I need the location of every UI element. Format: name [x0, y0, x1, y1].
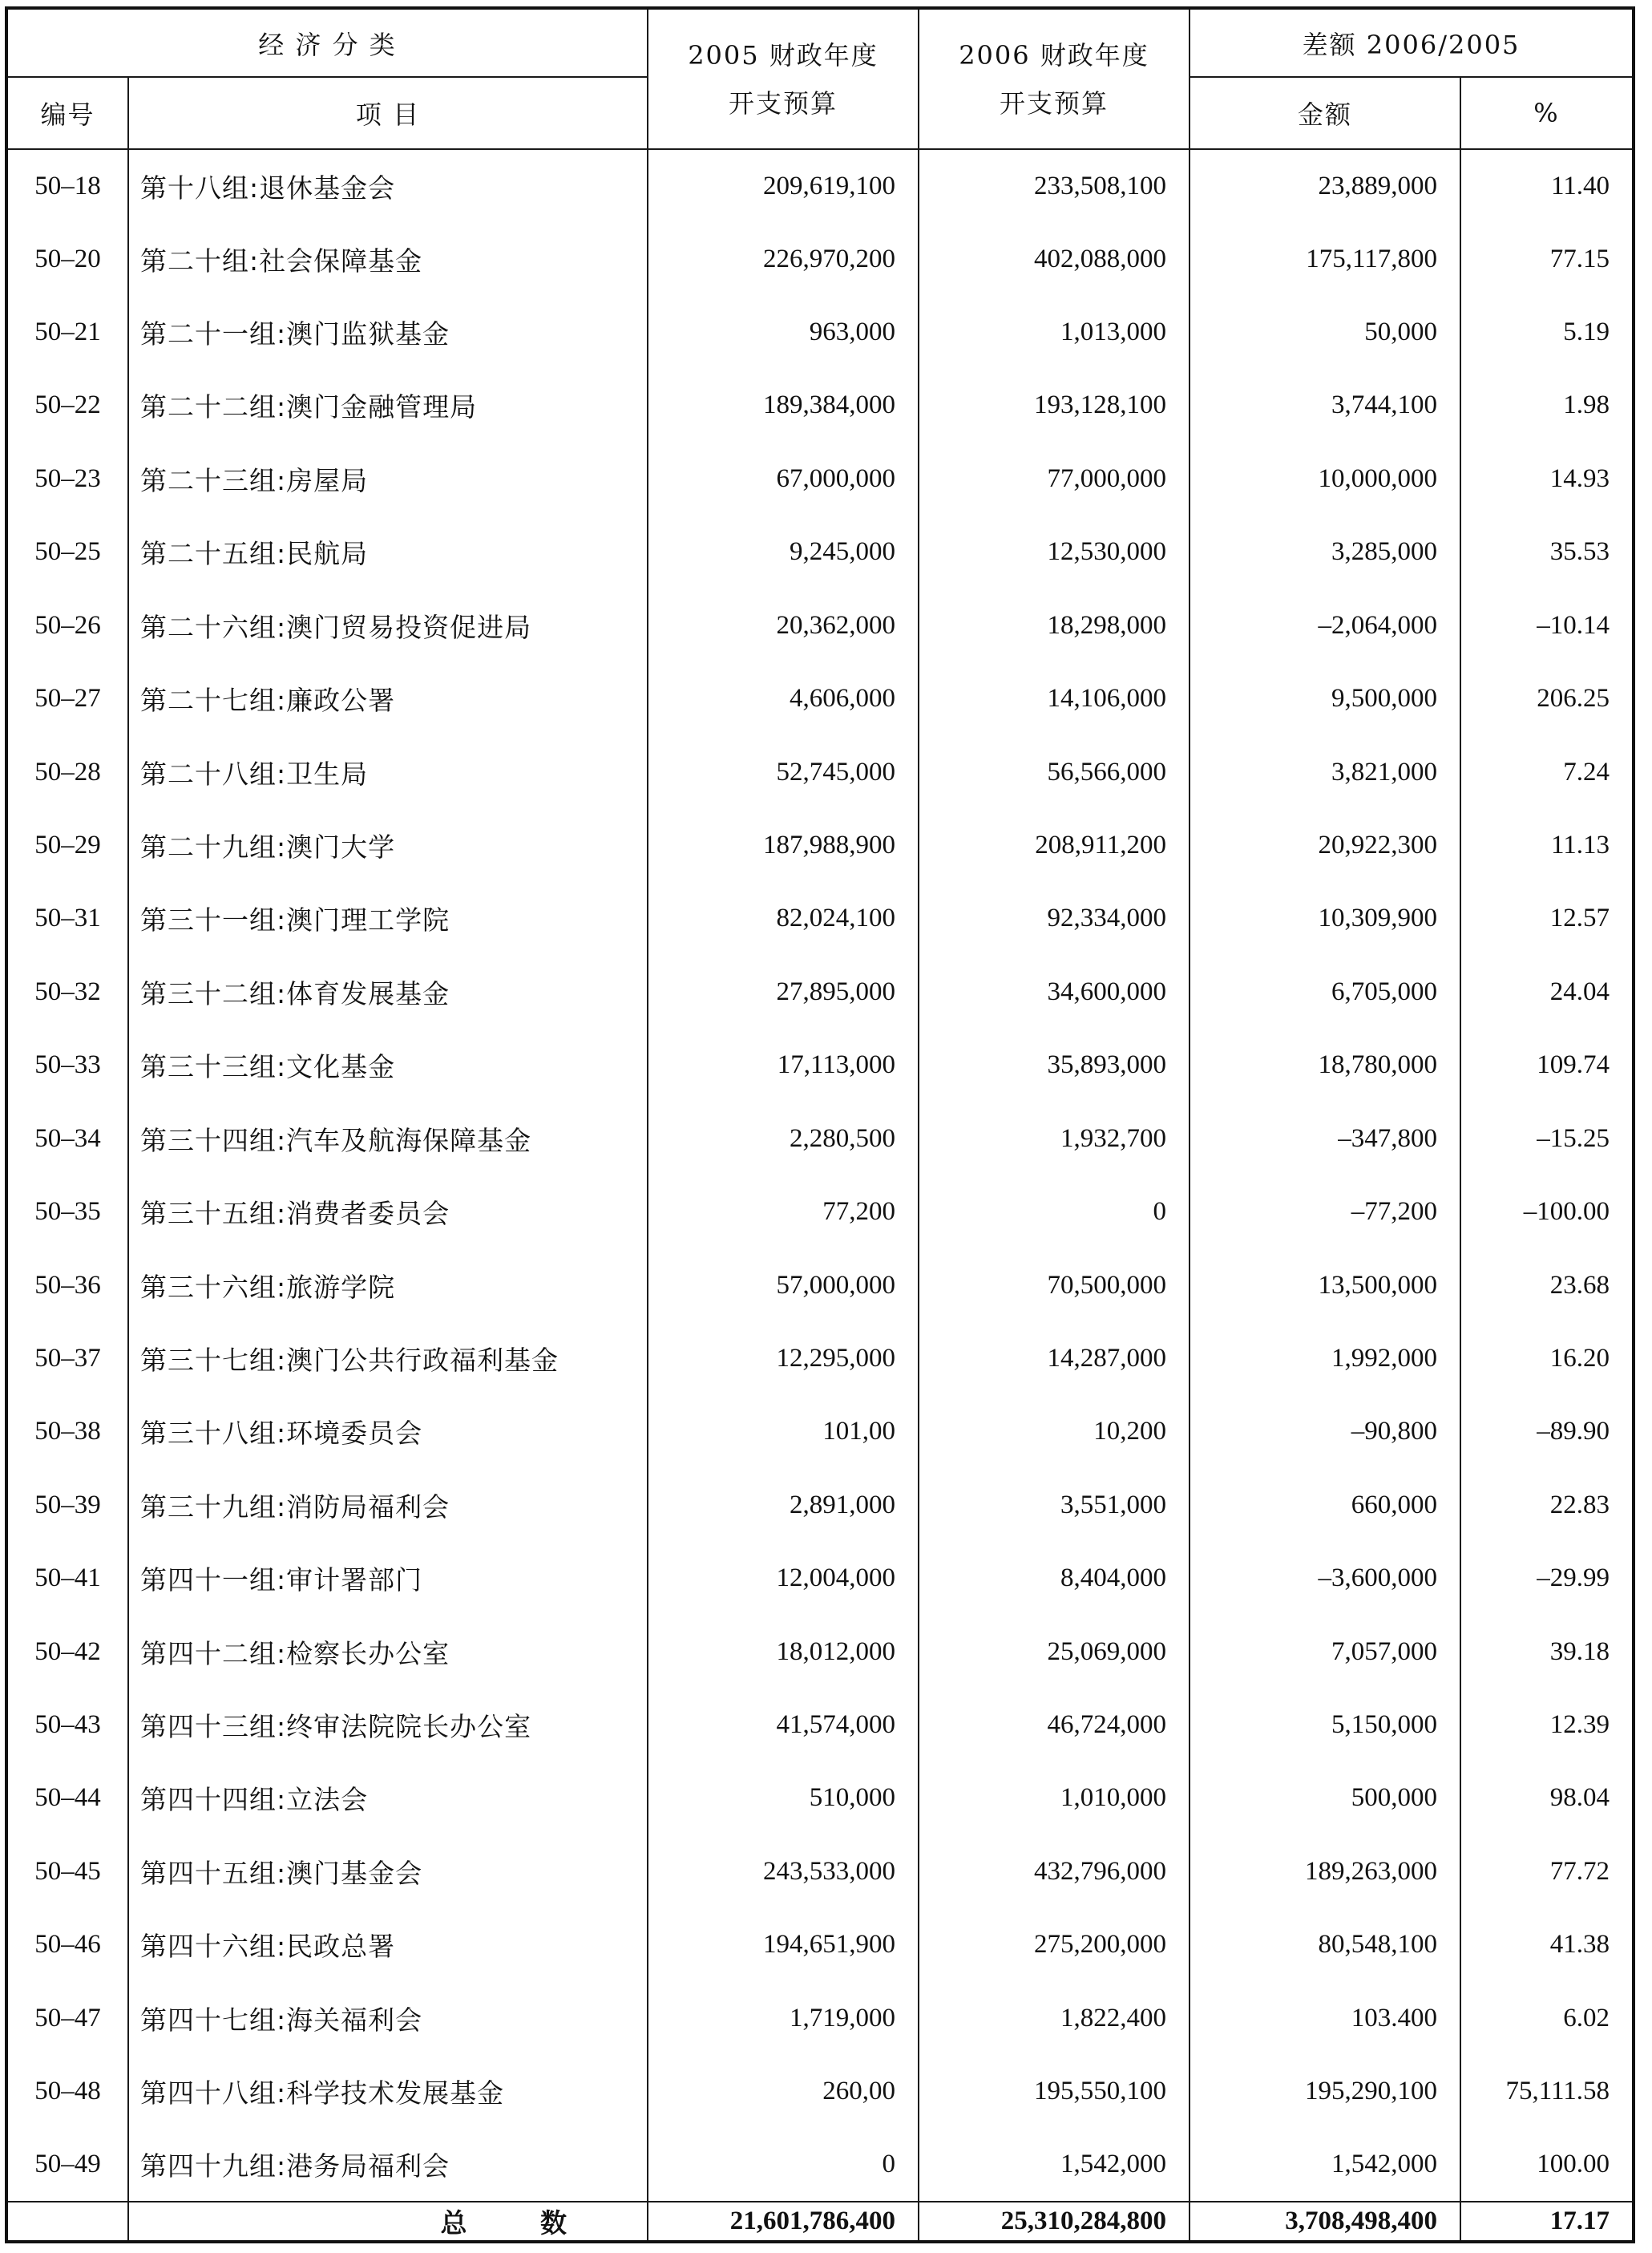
table-row	[6, 662, 1634, 735]
table-row	[6, 1395, 1634, 1468]
row-code: 50–44	[6, 1762, 128, 1834]
row-difference-percent: –100.00	[1460, 1175, 1634, 1248]
row-difference-amount: –347,800	[1190, 1102, 1460, 1175]
row-budget-2005: 1,719,000	[648, 1982, 919, 2055]
row-budget-2005: 260,00	[648, 2055, 919, 2128]
row-budget-2005: 0	[648, 2128, 919, 2202]
row-difference-amount: 660,000	[1190, 1469, 1460, 1542]
row-code: 50–41	[6, 1542, 128, 1615]
row-item: 第三十八组:环境委员会	[128, 1395, 648, 1468]
row-budget-2005: 17,113,000	[648, 1029, 919, 1102]
row-budget-2006: 1,013,000	[919, 296, 1190, 369]
row-difference-amount: 195,290,100	[1190, 2055, 1460, 2128]
row-code: 50–33	[6, 1029, 128, 1102]
row-difference-percent: 6.02	[1460, 1982, 1634, 2055]
row-item: 第二十二组:澳门金融管理局	[128, 369, 648, 442]
row-code: 50–48	[6, 2055, 128, 2128]
row-budget-2005: 2,280,500	[648, 1102, 919, 1175]
row-code: 50–36	[6, 1248, 128, 1321]
row-code: 50–31	[6, 882, 128, 955]
table-row	[6, 956, 1634, 1029]
table-row	[6, 735, 1634, 808]
row-item: 第三十一组:澳门理工学院	[128, 882, 648, 955]
row-code: 50–23	[6, 443, 128, 516]
table-row	[6, 1762, 1634, 1834]
row-budget-2005: 963,000	[648, 296, 919, 369]
row-code: 50–35	[6, 1175, 128, 1248]
table-row	[6, 809, 1634, 882]
table-row	[6, 1835, 1634, 1908]
row-code: 50–38	[6, 1395, 128, 1468]
row-difference-amount: –2,064,000	[1190, 589, 1460, 662]
row-difference-percent: 5.19	[1460, 296, 1634, 369]
row-difference-percent: 98.04	[1460, 1762, 1634, 1834]
table-row	[6, 1615, 1634, 1688]
row-difference-percent: –10.14	[1460, 589, 1634, 662]
table-row	[6, 443, 1634, 516]
row-budget-2005: 9,245,000	[648, 516, 919, 589]
row-difference-percent: 109.74	[1460, 1029, 1634, 1102]
total-row	[6, 2202, 1634, 2242]
row-code: 50–21	[6, 296, 128, 369]
row-item: 第四十一组:审计署部门	[128, 1542, 648, 1615]
row-budget-2006: 70,500,000	[919, 1248, 1190, 1321]
economic-class-header: 经 济 分 类	[6, 8, 648, 77]
row-difference-percent: 41.38	[1460, 1908, 1634, 1981]
row-item: 第四十九组:港务局福利会	[128, 2128, 648, 2202]
row-difference-percent: 39.18	[1460, 1615, 1634, 1688]
row-budget-2006: 1,010,000	[919, 1762, 1190, 1834]
amount-header: 金额	[1190, 77, 1460, 149]
row-budget-2005: 52,745,000	[648, 735, 919, 808]
row-budget-2006: 208,911,200	[919, 809, 1190, 882]
row-difference-percent: 12.39	[1460, 1689, 1634, 1762]
row-difference-percent: 22.83	[1460, 1469, 1634, 1542]
row-code: 50–37	[6, 1322, 128, 1395]
table-row	[6, 1908, 1634, 1981]
header-row-top	[6, 8, 1634, 77]
row-item: 第二十九组:澳门大学	[128, 809, 648, 882]
row-item: 第四十六组:民政总署	[128, 1908, 648, 1981]
row-item: 第三十九组:消防局福利会	[128, 1469, 648, 1542]
row-difference-amount: 5,150,000	[1190, 1689, 1460, 1762]
row-budget-2005: 41,574,000	[648, 1689, 919, 1762]
row-difference-amount: 10,000,000	[1190, 443, 1460, 516]
total-label: 总 数	[128, 2202, 648, 2242]
budget-2006-header-line1: 2006 财政年度	[959, 39, 1149, 71]
row-budget-2006: 18,298,000	[919, 589, 1190, 662]
budget-2005-header	[648, 8, 919, 149]
row-difference-percent: 206.25	[1460, 662, 1634, 735]
row-difference-amount: 20,922,300	[1190, 809, 1460, 882]
row-difference-percent: 11.40	[1460, 149, 1634, 222]
table-row	[6, 2055, 1634, 2128]
row-difference-percent: 11.13	[1460, 809, 1634, 882]
row-budget-2006: 275,200,000	[919, 1908, 1190, 1981]
difference-header: 差额 2006/2005	[1190, 8, 1634, 77]
row-budget-2006: 46,724,000	[919, 1689, 1190, 1762]
row-budget-2005: 189,384,000	[648, 369, 919, 442]
row-difference-amount: 6,705,000	[1190, 956, 1460, 1029]
budget-2006-header-line2: 开支预算	[999, 87, 1109, 119]
row-item: 第二十一组:澳门监狱基金	[128, 296, 648, 369]
row-item: 第十八组:退休基金会	[128, 149, 648, 222]
table-row	[6, 882, 1634, 955]
row-budget-2005: 209,619,100	[648, 149, 919, 222]
row-item: 第四十五组:澳门基金会	[128, 1835, 648, 1908]
row-difference-amount: 13,500,000	[1190, 1248, 1460, 1321]
row-difference-amount: 103.400	[1190, 1982, 1460, 2055]
row-code: 50–34	[6, 1102, 128, 1175]
row-difference-amount: 9,500,000	[1190, 662, 1460, 735]
row-item: 第四十七组:海关福利会	[128, 1982, 648, 2055]
table-row	[6, 222, 1634, 295]
row-budget-2006: 77,000,000	[919, 443, 1190, 516]
row-difference-percent: 14.93	[1460, 443, 1634, 516]
row-code: 50–47	[6, 1982, 128, 2055]
row-item: 第二十五组:民航局	[128, 516, 648, 589]
row-difference-amount: 500,000	[1190, 1762, 1460, 1834]
table-row	[6, 516, 1634, 589]
row-budget-2005: 18,012,000	[648, 1615, 919, 1688]
table-row	[6, 1982, 1634, 2055]
row-budget-2006: 195,550,100	[919, 2055, 1190, 2128]
row-difference-amount: 7,057,000	[1190, 1615, 1460, 1688]
row-budget-2006: 233,508,100	[919, 149, 1190, 222]
table-row	[6, 1102, 1634, 1175]
row-code: 50–20	[6, 222, 128, 295]
row-budget-2005: 243,533,000	[648, 1835, 919, 1908]
total-budget-2006: 25,310,284,800	[919, 2202, 1190, 2242]
row-budget-2006: 402,088,000	[919, 222, 1190, 295]
row-budget-2005: 20,362,000	[648, 589, 919, 662]
table-row	[6, 1248, 1634, 1321]
row-budget-2005: 57,000,000	[648, 1248, 919, 1321]
row-code: 50–28	[6, 735, 128, 808]
row-budget-2006: 0	[919, 1175, 1190, 1248]
row-budget-2006: 25,069,000	[919, 1615, 1190, 1688]
total-difference-percent: 17.17	[1460, 2202, 1634, 2242]
budget-table	[5, 6, 1635, 2243]
row-difference-percent: 75,111.58	[1460, 2055, 1634, 2128]
row-item: 第二十八组:卫生局	[128, 735, 648, 808]
row-difference-percent: 16.20	[1460, 1322, 1634, 1395]
row-budget-2006: 3,551,000	[919, 1469, 1190, 1542]
total-budget-2005: 21,601,786,400	[648, 2202, 919, 2242]
row-item: 第三十七组:澳门公共行政福利基金	[128, 1322, 648, 1395]
row-budget-2005: 187,988,900	[648, 809, 919, 882]
total-code-cell	[6, 2202, 128, 2242]
table-row	[6, 1689, 1634, 1762]
row-difference-amount: 189,263,000	[1190, 1835, 1460, 1908]
row-budget-2005: 2,891,000	[648, 1469, 919, 1542]
row-difference-amount: 1,542,000	[1190, 2128, 1460, 2202]
row-difference-percent: 7.24	[1460, 735, 1634, 808]
row-difference-amount: 3,285,000	[1190, 516, 1460, 589]
row-difference-percent: 1.98	[1460, 369, 1634, 442]
row-budget-2006: 432,796,000	[919, 1835, 1190, 1908]
row-budget-2006: 8,404,000	[919, 1542, 1190, 1615]
row-code: 50–39	[6, 1469, 128, 1542]
table-row	[6, 296, 1634, 369]
row-code: 50–32	[6, 956, 128, 1029]
row-difference-percent: 12.57	[1460, 882, 1634, 955]
row-budget-2006: 14,106,000	[919, 662, 1190, 735]
row-code: 50–43	[6, 1689, 128, 1762]
row-budget-2006: 10,200	[919, 1395, 1190, 1468]
row-item: 第三十三组:文化基金	[128, 1029, 648, 1102]
row-item: 第二十七组:廉政公署	[128, 662, 648, 735]
row-difference-amount: 80,548,100	[1190, 1908, 1460, 1981]
row-difference-percent: –15.25	[1460, 1102, 1634, 1175]
row-budget-2005: 510,000	[648, 1762, 919, 1834]
budget-2005-header-line2: 开支预算	[728, 87, 838, 119]
row-item: 第三十六组:旅游学院	[128, 1248, 648, 1321]
row-code: 50–26	[6, 589, 128, 662]
row-difference-amount: –77,200	[1190, 1175, 1460, 1248]
row-difference-amount: 18,780,000	[1190, 1029, 1460, 1102]
row-budget-2006: 56,566,000	[919, 735, 1190, 808]
table-row	[6, 589, 1634, 662]
row-code: 50–49	[6, 2128, 128, 2202]
row-item: 第二十组:社会保障基金	[128, 222, 648, 295]
row-budget-2005: 27,895,000	[648, 956, 919, 1029]
table-body	[6, 149, 1634, 2202]
row-budget-2006: 1,542,000	[919, 2128, 1190, 2202]
row-budget-2005: 12,295,000	[648, 1322, 919, 1395]
table-row	[6, 1469, 1634, 1542]
budget-table-sheet	[5, 6, 1632, 2243]
row-budget-2005: 4,606,000	[648, 662, 919, 735]
row-difference-percent: 100.00	[1460, 2128, 1634, 2202]
total-difference-amount: 3,708,498,400	[1190, 2202, 1460, 2242]
row-budget-2006: 14,287,000	[919, 1322, 1190, 1395]
row-budget-2005: 12,004,000	[648, 1542, 919, 1615]
row-budget-2006: 35,893,000	[919, 1029, 1190, 1102]
row-budget-2005: 82,024,100	[648, 882, 919, 955]
row-difference-percent: –29.99	[1460, 1542, 1634, 1615]
table-row	[6, 1175, 1634, 1248]
table-row	[6, 2128, 1634, 2202]
row-difference-percent: 24.04	[1460, 956, 1634, 1029]
budget-2006-header	[919, 8, 1190, 149]
row-difference-percent: 23.68	[1460, 1248, 1634, 1321]
row-code: 50–22	[6, 369, 128, 442]
row-item: 第二十三组:房屋局	[128, 443, 648, 516]
row-budget-2005: 101,00	[648, 1395, 919, 1468]
row-difference-amount: 50,000	[1190, 296, 1460, 369]
row-budget-2006: 193,128,100	[919, 369, 1190, 442]
table-row	[6, 149, 1634, 222]
row-difference-amount: 23,889,000	[1190, 149, 1460, 222]
table-row	[6, 1542, 1634, 1615]
row-code: 50–25	[6, 516, 128, 589]
row-code: 50–46	[6, 1908, 128, 1981]
row-difference-percent: 35.53	[1460, 516, 1634, 589]
row-budget-2005: 194,651,900	[648, 1908, 919, 1981]
row-code: 50–18	[6, 149, 128, 222]
row-difference-percent: –89.90	[1460, 1395, 1634, 1468]
row-budget-2006: 12,530,000	[919, 516, 1190, 589]
row-budget-2006: 1,822,400	[919, 1982, 1190, 2055]
row-code: 50–42	[6, 1615, 128, 1688]
row-code: 50–29	[6, 809, 128, 882]
row-budget-2005: 226,970,200	[648, 222, 919, 295]
row-difference-amount: 10,309,900	[1190, 882, 1460, 955]
row-budget-2006: 92,334,000	[919, 882, 1190, 955]
row-difference-amount: 175,117,800	[1190, 222, 1460, 295]
row-difference-amount: 3,744,100	[1190, 369, 1460, 442]
budget-2005-header-line1: 2005 财政年度	[688, 39, 879, 71]
table-row	[6, 1029, 1634, 1102]
row-difference-amount: –90,800	[1190, 1395, 1460, 1468]
row-code: 50–45	[6, 1835, 128, 1908]
row-difference-percent: 77.72	[1460, 1835, 1634, 1908]
row-budget-2005: 67,000,000	[648, 443, 919, 516]
table-row	[6, 369, 1634, 442]
row-item: 第四十四组:立法会	[128, 1762, 648, 1834]
row-item: 第三十五组:消费者委员会	[128, 1175, 648, 1248]
row-item: 第四十八组:科学技术发展基金	[128, 2055, 648, 2128]
row-difference-percent: 77.15	[1460, 222, 1634, 295]
row-item: 第三十四组:汽车及航海保障基金	[128, 1102, 648, 1175]
row-item: 第四十三组:终审法院院长办公室	[128, 1689, 648, 1762]
row-item: 第三十二组:体育发展基金	[128, 956, 648, 1029]
row-item: 第二十六组:澳门贸易投资促进局	[128, 589, 648, 662]
row-budget-2005: 77,200	[648, 1175, 919, 1248]
row-code: 50–27	[6, 662, 128, 735]
row-difference-amount: –3,600,000	[1190, 1542, 1460, 1615]
table-row	[6, 1322, 1634, 1395]
row-difference-amount: 1,992,000	[1190, 1322, 1460, 1395]
item-header: 项 目	[128, 77, 648, 149]
row-budget-2006: 34,600,000	[919, 956, 1190, 1029]
code-header: 编号	[6, 77, 128, 149]
row-difference-amount: 3,821,000	[1190, 735, 1460, 808]
row-budget-2006: 1,932,700	[919, 1102, 1190, 1175]
percent-header: %	[1460, 77, 1634, 149]
row-item: 第四十二组:检察长办公室	[128, 1615, 648, 1688]
